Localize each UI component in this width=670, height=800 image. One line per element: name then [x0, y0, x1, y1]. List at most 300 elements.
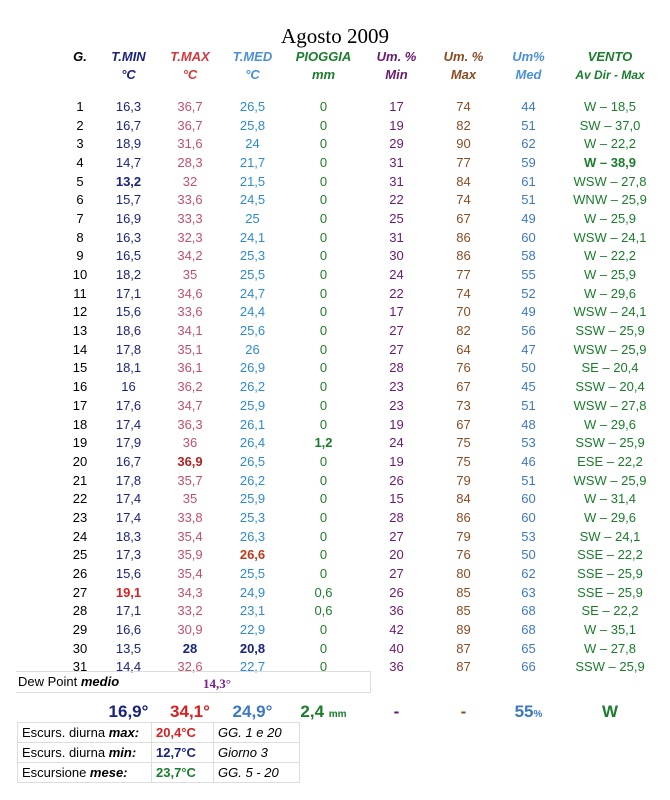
cell-tmax: 35,4 [177, 528, 203, 544]
cell-umax: 90 [456, 136, 471, 152]
header-umin: Um. % [376, 49, 417, 64]
cell-tmin: 17,3 [115, 547, 142, 563]
cell-umax: 73 [456, 397, 471, 413]
cell-tmed: 26 [245, 341, 260, 357]
cell-umax: 77 [456, 267, 471, 283]
cell-wind: W – 31,4 [583, 491, 637, 507]
cell-rain: 0 [319, 304, 328, 320]
cell-tmin: 19,1 [115, 584, 142, 600]
header-tmin: T.MIN [111, 49, 146, 64]
escursione-row [18, 723, 300, 743]
cell-tmed: 25,5 [239, 566, 266, 582]
cell-tmax: 36,9 [177, 453, 203, 469]
cell-umin: 20 [389, 547, 404, 563]
cell-rain: 0 [319, 323, 328, 339]
cell-umed: 55 [521, 267, 536, 283]
cell-g: 26 [72, 566, 88, 582]
cell-g: 5 [76, 173, 84, 189]
cell-tmin: 18,6 [115, 323, 142, 339]
cell-umed: 61 [521, 173, 536, 189]
cell-wind: SW – 24,1 [579, 528, 641, 544]
table-row [62, 546, 660, 565]
cell-tmed: 24,7 [239, 285, 266, 301]
cell-tmed: 26,4 [239, 435, 266, 451]
dew-point-value: 14,3° [203, 676, 231, 691]
header-tmax: T.MAX [170, 49, 210, 64]
cell-tmed: 26,3 [239, 528, 266, 544]
table-row [62, 97, 660, 116]
cell-tmed: 21,5 [239, 173, 266, 189]
cell-umax: 74 [456, 285, 471, 301]
cell-wind: SSW – 25,9 [575, 323, 645, 339]
cell-umin: 23 [389, 379, 404, 395]
cell-tmin: 16,3 [115, 229, 142, 245]
escursione-row [18, 763, 300, 783]
cell-wind: W – 25,9 [583, 267, 637, 283]
cell-tmed: 26,5 [239, 453, 266, 469]
header-umed-unit: Med [515, 67, 542, 82]
cell-tmax: 28 [182, 640, 198, 656]
header-rain-unit: mm [311, 67, 336, 82]
cell-umed: 48 [521, 416, 536, 432]
cell-tmin: 17,6 [115, 397, 142, 413]
cell-tmin: 17,1 [115, 285, 142, 301]
cell-tmed: 26,9 [239, 360, 266, 376]
cell-g: 28 [72, 603, 88, 619]
cell-umed: 45 [521, 379, 536, 395]
table-row [62, 602, 660, 621]
cell-umax: 70 [456, 304, 471, 320]
cell-umed: 49 [521, 210, 536, 226]
table-row [62, 489, 660, 508]
cell-umin: 26 [389, 584, 404, 600]
cell-g: 21 [72, 472, 88, 488]
escursioni-table [17, 722, 300, 783]
table-row [62, 190, 660, 209]
cell-umax: 75 [456, 453, 471, 469]
cell-g: 11 [73, 285, 87, 301]
cell-wind: WSW – 25,9 [573, 341, 647, 357]
cell-umin: 27 [389, 528, 404, 544]
cell-tmin: 18,3 [115, 528, 142, 544]
table-row [62, 639, 660, 658]
cell-g: 12 [72, 304, 88, 320]
total-umed-unit: % [533, 709, 543, 721]
cell-rain: 0 [319, 491, 328, 507]
cell-umed: 66 [521, 659, 536, 675]
escursione-label-text: Escurs. diurna [22, 745, 109, 760]
cell-wind: SW – 37,0 [579, 117, 641, 133]
cell-rain: 0 [319, 416, 328, 432]
cell-umax: 89 [456, 622, 471, 638]
cell-tmax: 34,3 [177, 584, 203, 600]
cell-tmed: 25,3 [239, 509, 266, 525]
cell-umed: 47 [521, 341, 536, 357]
cell-umin: 17 [389, 98, 404, 114]
cell-umax: 86 [456, 248, 471, 264]
total-rain-unit: mm [328, 709, 347, 721]
table-row [62, 228, 660, 247]
header-rain: PIOGGIA [295, 49, 352, 64]
cell-tmin: 16,3 [115, 98, 142, 114]
cell-wind: WSW – 27,8 [573, 397, 647, 413]
escursione-note: GG. 5 - 20 [214, 763, 300, 783]
cell-tmax: 36,7 [177, 117, 203, 133]
cell-tmin: 13,5 [115, 640, 142, 656]
cell-umin: 30 [389, 248, 404, 264]
cell-wind: WSW – 27,8 [573, 173, 647, 189]
cell-wind: WSW – 25,9 [573, 472, 647, 488]
escursione-label-text: Escursione [22, 765, 90, 780]
cell-umed: 53 [521, 435, 536, 451]
header-tmed-unit: °C [245, 67, 260, 82]
cell-umed: 68 [521, 603, 536, 619]
cell-tmax: 35,9 [177, 547, 203, 563]
header-wind-unit: Av Dir - Max [575, 67, 645, 82]
cell-tmed: 25,5 [239, 267, 266, 283]
cell-g: 16 [72, 379, 88, 395]
cell-umin: 28 [389, 360, 404, 376]
cell-g: 8 [76, 229, 84, 245]
table-row [62, 564, 660, 583]
cell-tmin: 14,7 [115, 154, 142, 170]
cell-wind: SSE – 22,2 [577, 547, 643, 563]
cell-umin: 24 [389, 267, 404, 283]
escursione-row [18, 743, 300, 763]
cell-umin: 23 [389, 397, 404, 413]
cell-rain: 0,6 [314, 603, 333, 619]
total-umed-value: 55 [514, 702, 534, 722]
cell-umax: 87 [456, 659, 471, 675]
cell-rain: 0 [319, 622, 328, 638]
cell-tmin: 17,4 [115, 416, 142, 432]
cell-tmin: 14,4 [115, 659, 142, 675]
cell-rain: 0 [319, 98, 328, 114]
cell-umin: 22 [389, 192, 404, 208]
cell-umed: 63 [521, 584, 536, 600]
cell-umax: 87 [456, 640, 471, 656]
header-umed: Um% [512, 49, 545, 64]
cell-wind: ESE – 22,2 [577, 453, 643, 469]
table-row [62, 116, 660, 135]
escursione-value: 12,7°C [152, 743, 214, 763]
cell-rain: 0 [319, 472, 328, 488]
cell-tmax: 33,8 [177, 509, 203, 525]
table-row [62, 209, 660, 228]
dew-point-label-text: Dew Point [18, 674, 78, 689]
dew-point-label [18, 674, 119, 689]
cell-umed: 68 [521, 622, 536, 638]
cell-umed: 59 [521, 154, 536, 170]
cell-umin: 17 [389, 304, 404, 320]
cell-tmed: 24,1 [239, 229, 266, 245]
cell-tmin: 17,9 [115, 435, 142, 451]
cell-wind: SE – 22,2 [581, 603, 639, 619]
cell-rain: 0 [319, 154, 328, 170]
cell-rain: 0 [319, 248, 328, 264]
cell-umed: 44 [521, 98, 536, 114]
cell-tmax: 35 [182, 267, 198, 283]
cell-umin: 19 [389, 117, 404, 133]
cell-umin: 27 [389, 566, 404, 582]
cell-umin: 19 [389, 416, 404, 432]
cell-umax: 85 [456, 584, 471, 600]
cell-wind: SE – 20,4 [581, 360, 639, 376]
cell-umed: 46 [521, 453, 536, 469]
cell-umax: 86 [456, 229, 471, 245]
table-row [62, 172, 660, 191]
cell-umax: 77 [456, 154, 471, 170]
cell-g: 29 [72, 622, 88, 638]
cell-umin: 27 [389, 341, 404, 357]
table-row [62, 247, 660, 266]
cell-tmax: 31,6 [177, 136, 203, 152]
cell-wind: W – 38,9 [583, 154, 637, 170]
cell-umin: 15 [389, 491, 404, 507]
cell-wind: WNW – 25,9 [573, 192, 647, 208]
cell-umed: 49 [521, 304, 536, 320]
cell-tmin: 16,7 [115, 117, 142, 133]
cell-tmax: 34,7 [177, 397, 203, 413]
table-row [62, 508, 660, 527]
cell-umed: 56 [521, 323, 536, 339]
cell-wind: W – 29,6 [583, 416, 637, 432]
cell-g: 2 [76, 117, 84, 133]
cell-g: 19 [72, 435, 88, 451]
cell-wind: SSW – 25,9 [575, 659, 645, 675]
cell-rain: 0 [319, 509, 328, 525]
cell-umax: 86 [456, 509, 471, 525]
cell-rain: 0 [319, 210, 328, 226]
cell-tmed: 24 [245, 136, 260, 152]
total-umax: - [460, 702, 467, 722]
table-row [62, 415, 660, 434]
cell-tmin: 17,8 [115, 341, 142, 357]
cell-tmax: 32,6 [177, 659, 203, 675]
table-row [62, 340, 660, 359]
cell-umax: 64 [456, 341, 471, 357]
cell-g: 25 [72, 547, 88, 563]
cell-tmax: 36 [182, 435, 198, 451]
cell-tmin: 13,2 [115, 173, 142, 189]
cell-wind: W – 18,5 [583, 98, 637, 114]
cell-tmin: 17,1 [115, 603, 142, 619]
cell-tmed: 26,5 [239, 98, 266, 114]
escursione-value: 23,7°C [152, 763, 214, 783]
cell-rain: 0 [319, 173, 328, 189]
cell-umed: 60 [521, 229, 536, 245]
total-umed [497, 696, 560, 728]
cell-tmin: 18,1 [115, 360, 142, 376]
cell-umax: 67 [456, 379, 471, 395]
cell-umax: 82 [456, 323, 471, 339]
table-row [62, 153, 660, 172]
page-title: Agosto 2009 [281, 24, 389, 48]
cell-tmax: 34,1 [177, 323, 203, 339]
cell-rain: 0 [319, 659, 328, 675]
cell-tmax: 36,2 [177, 379, 203, 395]
cell-wind: SSW – 20,4 [575, 379, 645, 395]
total-tmed: 24,9° [232, 702, 273, 722]
total-wind: W [601, 702, 619, 722]
escursione-note: GG. 1 e 20 [214, 723, 300, 743]
cell-wind: SSE – 25,9 [577, 584, 643, 600]
cell-rain: 0 [319, 640, 328, 656]
cell-umed: 51 [521, 117, 536, 133]
cell-tmax: 32,3 [177, 229, 203, 245]
cell-wind: WSW – 24,1 [573, 304, 647, 320]
table-row [62, 620, 660, 639]
cell-umin: 24 [389, 435, 404, 451]
cell-tmax: 36,7 [177, 98, 203, 114]
cell-umax: 84 [456, 173, 471, 189]
cell-tmed: 25,8 [239, 117, 266, 133]
cell-tmed: 26,2 [239, 379, 266, 395]
cell-umax: 79 [456, 472, 471, 488]
cell-tmin: 18,9 [115, 136, 142, 152]
cell-umed: 58 [521, 248, 536, 264]
cell-tmed: 25,6 [239, 323, 266, 339]
cell-umax: 84 [456, 491, 471, 507]
cell-g: 4 [76, 154, 84, 170]
cell-umin: 27 [389, 323, 404, 339]
cell-umed: 50 [521, 360, 536, 376]
cell-rain: 0 [319, 192, 328, 208]
escursione-value: 20,4°C [152, 723, 214, 743]
cell-umin: 31 [389, 229, 404, 245]
cell-umin: 40 [389, 640, 404, 656]
escursione-note: Giorno 3 [214, 743, 300, 763]
cell-wind: SSW – 25,9 [575, 435, 645, 451]
cell-umax: 79 [456, 528, 471, 544]
cell-umax: 74 [456, 192, 471, 208]
cell-tmin: 18,2 [115, 267, 142, 283]
table-row [62, 433, 660, 452]
cell-tmax: 34,2 [177, 248, 203, 264]
cell-umed: 60 [521, 491, 536, 507]
table-row [62, 265, 660, 284]
cell-umed: 62 [521, 136, 536, 152]
cell-umax: 76 [456, 360, 471, 376]
header-wind: VENTO [587, 49, 633, 64]
cell-umin: 25 [389, 210, 404, 226]
cell-rain: 0 [319, 566, 328, 582]
cell-umed: 65 [521, 640, 536, 656]
cell-tmed: 25 [245, 210, 260, 226]
cell-umin: 28 [389, 509, 404, 525]
cell-rain: 0 [319, 136, 328, 152]
cell-g: 23 [72, 509, 88, 525]
cell-g: 17 [72, 397, 88, 413]
cell-umed: 51 [521, 397, 536, 413]
table-row [62, 377, 660, 396]
cell-g: 3 [76, 136, 84, 152]
total-tmax: 34,1° [170, 702, 210, 722]
cell-rain: 0 [319, 397, 328, 413]
cell-umed: 50 [521, 547, 536, 563]
table-row [62, 359, 660, 378]
cell-tmin: 15,6 [115, 304, 142, 320]
escursione-label-em: mese: [89, 765, 128, 780]
cell-tmax: 33,3 [177, 210, 203, 226]
header-umax: Um. % [443, 49, 484, 64]
cell-rain: 0 [319, 285, 328, 301]
cell-tmax: 36,1 [177, 360, 203, 376]
cell-umin: 22 [389, 285, 404, 301]
cell-tmax: 35,7 [177, 472, 203, 488]
cell-g: 22 [72, 491, 88, 507]
cell-tmed: 25,3 [239, 248, 266, 264]
cell-tmed: 22,7 [239, 659, 266, 675]
cell-tmed: 24,4 [239, 304, 266, 320]
table-row [62, 396, 660, 415]
cell-tmed: 24,5 [239, 192, 266, 208]
cell-umax: 76 [456, 547, 471, 563]
cell-tmin: 15,6 [115, 566, 142, 582]
cell-umed: 60 [521, 509, 536, 525]
cell-g: 7 [76, 210, 84, 226]
cell-tmax: 28,3 [177, 154, 203, 170]
cell-wind: W – 25,9 [583, 210, 637, 226]
cell-g: 6 [76, 192, 84, 208]
escursione-label [18, 723, 152, 743]
cell-g: 13 [72, 323, 88, 339]
cell-tmin: 16,7 [115, 453, 142, 469]
cell-g: 15 [72, 360, 88, 376]
header-tmax-unit: °C [182, 67, 198, 82]
weather-table [62, 47, 660, 728]
cell-g: 31 [72, 659, 88, 675]
cell-umed: 62 [521, 566, 536, 582]
header-row [62, 47, 660, 66]
cell-rain: 0 [319, 267, 328, 283]
cell-umin: 19 [389, 453, 404, 469]
cell-tmax: 35,1 [177, 341, 203, 357]
cell-tmax: 30,9 [177, 622, 203, 638]
cell-tmed: 26,2 [239, 472, 266, 488]
cell-umax: 82 [456, 117, 471, 133]
dew-point-label-em: medio [80, 674, 120, 689]
cell-tmax: 34,6 [177, 285, 203, 301]
cell-g: 30 [72, 640, 88, 656]
cell-umin: 36 [389, 603, 404, 619]
table-row [62, 471, 660, 490]
cell-rain: 0 [319, 229, 328, 245]
cell-umax: 80 [456, 566, 471, 582]
cell-tmed: 21,7 [239, 154, 266, 170]
header-umin-unit: Min [385, 67, 408, 82]
cell-tmax: 32 [182, 173, 198, 189]
cell-umax: 74 [456, 98, 471, 114]
cell-umax: 85 [456, 603, 471, 619]
cell-tmin: 16,9 [115, 210, 142, 226]
cell-g: 20 [72, 453, 88, 469]
cell-umin: 26 [389, 472, 404, 488]
table-row [62, 134, 660, 153]
header-g: G. [73, 49, 87, 64]
cell-umin: 31 [389, 154, 404, 170]
cell-rain: 0 [319, 360, 328, 376]
table-row [62, 284, 660, 303]
cell-umax: 67 [456, 210, 471, 226]
cell-tmed: 25,9 [239, 491, 266, 507]
cell-g: 27 [72, 584, 88, 600]
cell-wind: W – 29,6 [583, 285, 637, 301]
cell-rain: 0 [319, 453, 328, 469]
cell-tmin: 17,8 [115, 472, 142, 488]
cell-rain: 1,2 [314, 435, 333, 451]
cell-wind: W – 35,1 [583, 622, 637, 638]
